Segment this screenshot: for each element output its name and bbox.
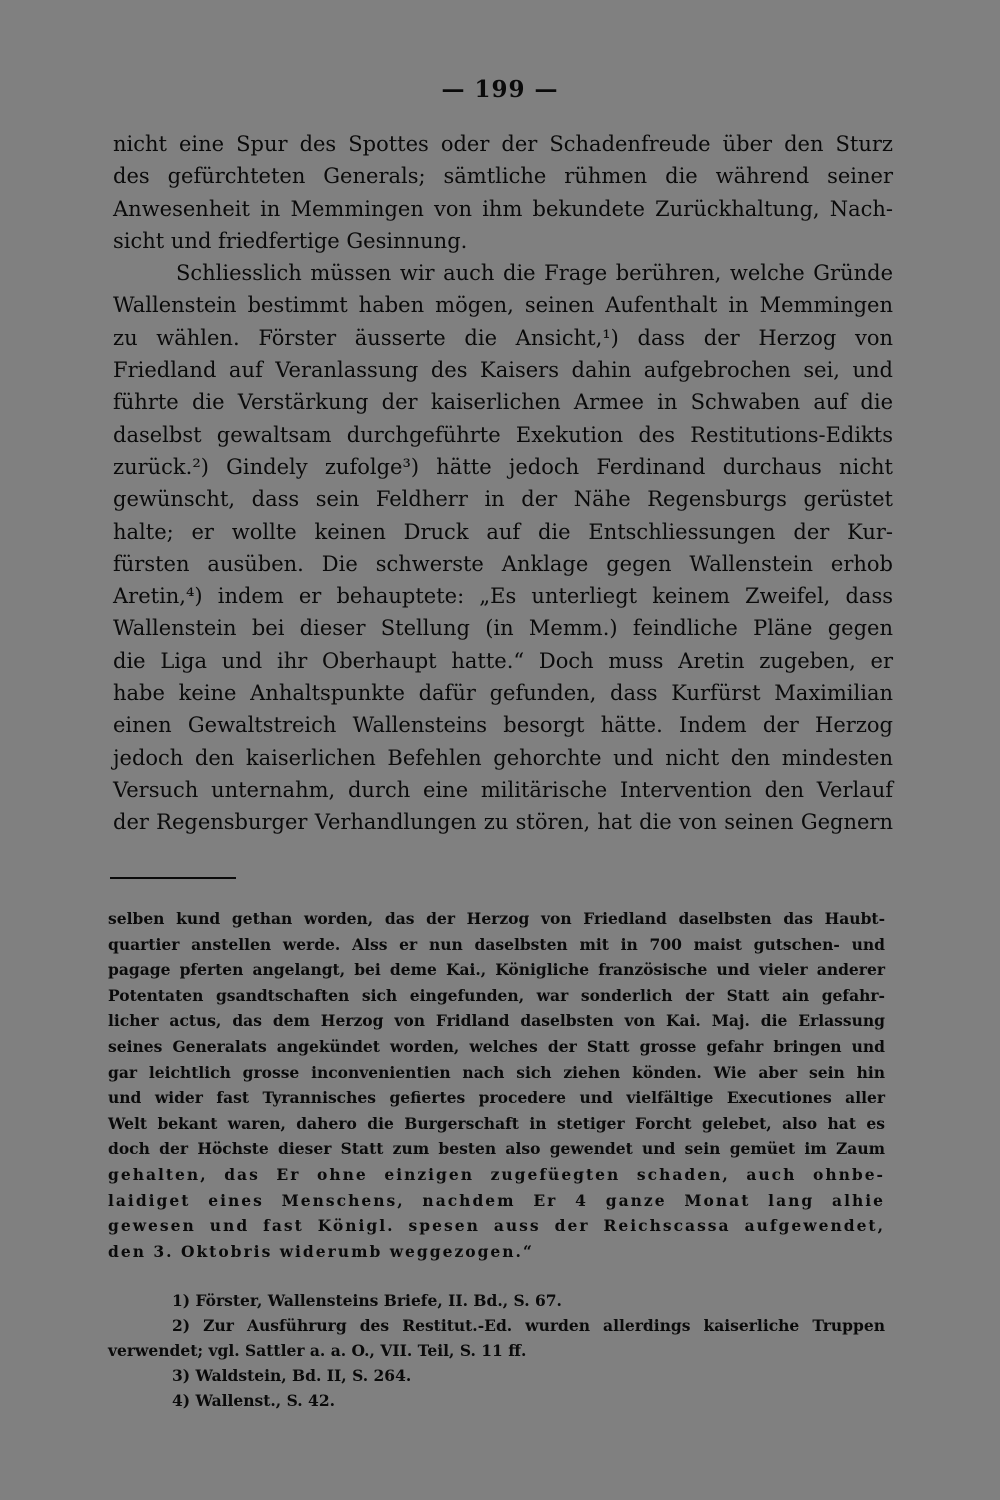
quote-line: Welt bekant waren, dahero die Burgerschaft in stetiger Forcht gelebet, also hat es [108, 1113, 885, 1133]
footnote-2: 2) Zur Ausführurg des Restitut.-Ed. wurden allerdings kaiserliche Truppen [172, 1316, 885, 1335]
text-line: halte; er wollte keinen Druck auf die Entschliessungen der Kur- [113, 519, 893, 544]
text-line: jedoch den kaiserlichen Befehlen gehorchte und nicht den mindesten [113, 745, 893, 770]
quote-line: pagage pferten angelangt, bei deme Kai., Königliche französische und vieler anderer [108, 960, 885, 980]
footnote-2-continued: verwendet; vgl. Sattler a. a. O., VII. Teil, S. 11 ff. [108, 1341, 527, 1360]
text-line: zurück.²) Gindely zufolge³) hätte jedoch Ferdinand durchaus nicht [113, 454, 893, 479]
text-line: nicht eine Spur des Spottes oder der Schadenfreude über den Sturz [113, 132, 893, 156]
footnote-1: 1) Förster, Wallensteins Briefe, II. Bd., S. 67. [172, 1291, 562, 1310]
text-line: Anwesenheit in Memmingen von ihm bekundete Zurückhaltung, Nach- [113, 196, 893, 221]
page-number: — 199 — [441, 76, 559, 103]
text-line: Schliesslich müssen wir auch die Frage berühren, welche Gründe [176, 261, 893, 286]
text-line: fürsten ausüben. Die schwerste Anklage gegen Wallenstein erhob [113, 551, 893, 576]
text-line: Aretin,⁴) indem er behauptete: „Es unterliegt keinem Zweifel, dass [113, 584, 893, 609]
quote-line: gehalten, das Er ohne einzigen zugefüegten schaden, auch ohnbe- [108, 1164, 885, 1184]
text-line: sicht und friedfertige Gesinnung. [113, 228, 468, 253]
text-line: gewünscht, dass sein Feldherr in der Nähe Regensburgs gerüstet [113, 487, 893, 512]
footnote-4: 4) Wallenst., S. 42. [172, 1391, 335, 1410]
text-line: zu wählen. Förster äusserte die Ansicht,¹) dass der Herzog von [113, 325, 893, 350]
text-line: Versuch unternahm, durch eine militärische Intervention den Verlauf [113, 777, 893, 802]
main-text [113, 128, 893, 839]
quote-line: und wider fast Tyrannisches gefiertes procedere und vielfältige Executiones aller [108, 1088, 885, 1108]
footnote-separator [110, 877, 236, 879]
quote-line: Potentaten gsandtschaften sich eingefunden, war sonderlich der Statt ain gefahr- [108, 985, 885, 1005]
text-line: daselbst gewaltsam durchgeführte Exekution des Restitutions-Edikts [113, 422, 893, 447]
quote-line: den 3. Oktobris widerumb weggezogen.“ [108, 1241, 534, 1261]
text-line: des gefürchteten Generals; sämtliche rühmen die während seiner [113, 164, 893, 189]
text-line: führte die Verstärkung der kaiserlichen Armee in Schwaben auf die [113, 390, 893, 415]
text-line: Wallenstein bei dieser Stellung (in Memm.) feindliche Pläne gegen [113, 616, 893, 641]
quote-line: selben kund gethan worden, das der Herzog von Friedland daselbsten das Haubt- [108, 909, 885, 928]
quote-line: doch der Höchste dieser Statt zum besten also gewendet und sein gemüet im Zaum [108, 1139, 885, 1159]
quote-line: quartier anstellen werde. Alss er nun daselbsten mit in 700 maist gutschen- und [108, 934, 885, 954]
text-line: Wallenstein bestimmt haben mögen, seinen Aufenthalt in Memmingen [113, 293, 893, 318]
quote-line: gar leichtlich grosse inconvenientien nach sich ziehen könden. Wie aber sein hin [108, 1062, 885, 1082]
quote-line: laidiget eines Menschens, nachdem Er 4 ganze Monat lang alhie [108, 1190, 885, 1210]
text-line: die Liga und ihr Oberhaupt hatte.“ Doch muss Aretin zugeben, er [113, 648, 893, 673]
text-line: habe keine Anhaltspunkte dafür gefunden, dass Kurfürst Maximilian [113, 681, 893, 706]
quote-line: seines Generalats angekündet worden, welches der Statt grosse gefahr bringen und [108, 1036, 885, 1056]
text-line: Friedland auf Veranlassung des Kaisers dahin aufgebrochen sei, und [113, 358, 893, 383]
footnote-3: 3) Waldstein, Bd. II, S. 264. [172, 1366, 412, 1385]
text-line: der Regensburger Verhandlungen zu stören, hat die von seinen Gegnern [113, 810, 893, 835]
footnote-quote [108, 906, 885, 1264]
quote-line: gewesen und fast Königl. spesen auss der Reichscassa aufgewendet, [108, 1216, 885, 1236]
quote-line: licher actus, das dem Herzog von Fridland daselbsten von Kai. Maj. die Erlassung [108, 1011, 885, 1031]
text-line: einen Gewaltstreich Wallensteins besorgt hätte. Indem der Herzog [113, 713, 893, 738]
footnotes [108, 1288, 885, 1413]
